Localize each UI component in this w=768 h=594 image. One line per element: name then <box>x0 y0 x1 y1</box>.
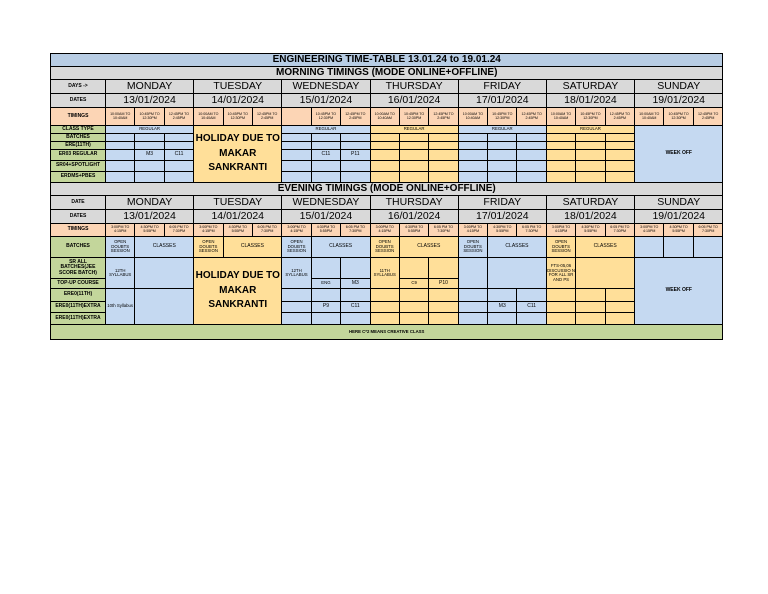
slot-cell <box>282 150 311 161</box>
slot-cell <box>458 134 487 142</box>
slot-cell <box>605 142 634 150</box>
time-slot: 3:00PM TO 4:15PM <box>546 224 575 237</box>
classes-cell: CLASSES <box>488 237 547 258</box>
slot-cell <box>399 161 428 172</box>
slot-cell <box>429 302 458 313</box>
subject-cell: M3 <box>341 279 370 289</box>
time-slot: 4:30PM TO 5:55PM <box>488 224 517 237</box>
batch-label: SR04+SPOTLIGHT <box>51 161 106 172</box>
time-slot: 4:30PM TO 5:55PM <box>135 224 164 237</box>
slot-cell <box>370 313 399 325</box>
slot-cell <box>517 161 546 172</box>
day-header: TUESDAY <box>194 80 282 94</box>
slot-cell <box>341 142 370 150</box>
days-label: DAYS -> <box>51 80 106 94</box>
date-header: 15/01/2024 <box>282 210 370 224</box>
slot-cell <box>546 161 575 172</box>
slot-cell <box>311 161 340 172</box>
slot-cell <box>429 134 458 142</box>
subject-cell: C11 <box>311 150 340 161</box>
slot-cell <box>399 302 428 313</box>
open-doubts-cell: OPEN DOUBTS SESSION <box>370 237 399 258</box>
open-doubts-cell: OPEN DOUBTS SESSION <box>458 237 487 258</box>
slot-cell <box>605 161 634 172</box>
slot-cell <box>546 313 575 325</box>
subject-cell: M3 <box>135 150 164 161</box>
slot-cell <box>576 150 605 161</box>
time-slot: 4:30PM TO 5:55PM <box>576 224 605 237</box>
batch-label: ERE0(11TH)EXTRA <box>51 313 106 325</box>
slot-cell <box>106 150 135 161</box>
timings-label: TIMINGS <box>51 224 106 237</box>
footer-note: HERE C*2 MEANS CREATIVE CLASS <box>51 325 723 340</box>
time-slot: 10:45PM TO 12:30PM <box>223 108 252 126</box>
morning-dates-row <box>51 94 723 108</box>
time-slot: 12:45PM TO 2:45PM <box>341 108 370 126</box>
time-slot: 12:45PM TO 2:45PM <box>429 108 458 126</box>
slot-cell <box>429 172 458 183</box>
classes-cell: CLASSES <box>223 237 282 258</box>
morning-days-row <box>51 80 723 94</box>
date-header: 17/01/2024 <box>458 94 546 108</box>
batch-label: SR ALL BATCHES(JEE SCORE BATCH) <box>51 258 106 279</box>
time-slot: 4:30PM TO 5:55PM <box>223 224 252 237</box>
slot-cell <box>429 161 458 172</box>
open-doubts-cell: OPEN DOUBTS SESSION <box>194 237 223 258</box>
date-header: 19/01/2024 <box>635 210 723 224</box>
timetable <box>50 53 723 340</box>
subject-cell: C11 <box>517 302 546 313</box>
batch-label: ERE0(11TH) <box>51 289 106 302</box>
morning-timings-row <box>51 108 723 126</box>
slot-cell <box>664 237 693 258</box>
time-slot: 3:00PM TO 4:15PM <box>194 224 223 237</box>
open-doubts-cell: OPEN DOUBTS SESSION <box>546 237 575 258</box>
slot-cell <box>546 289 575 302</box>
time-slot: 12:45PM TO 2:45PM <box>517 108 546 126</box>
time-slot: 3:00PM TO 4:15PM <box>370 224 399 237</box>
slot-cell <box>282 142 311 150</box>
subject-cell: P10 <box>429 279 458 289</box>
slot-cell <box>106 161 135 172</box>
evening-timings-row <box>51 224 723 237</box>
time-slot: 12:45PM TO 2:45PM <box>605 108 634 126</box>
slot-cell <box>576 134 605 142</box>
slot-cell <box>488 172 517 183</box>
slot-cell <box>458 142 487 150</box>
date-label: DATE <box>51 196 106 210</box>
time-slot: 10:00AM TO 10:40AM <box>194 108 223 126</box>
slot-cell <box>429 258 458 279</box>
slot-cell <box>311 313 340 325</box>
slot-cell <box>458 313 487 325</box>
class-type-regular: REGULAR <box>458 126 546 134</box>
day-header: SUNDAY <box>635 80 723 94</box>
slot-cell <box>282 172 311 183</box>
subject-cell: P9 <box>311 302 340 313</box>
day-header: FRIDAY <box>458 196 546 210</box>
slot-cell <box>106 142 135 150</box>
time-slot: 10:45PM TO 12:30PM <box>135 108 164 126</box>
slot-cell <box>341 313 370 325</box>
open-doubts-cell: OPEN DOUBTS SESSION <box>282 237 311 258</box>
evening-batch-row <box>51 258 723 279</box>
slot-cell <box>370 161 399 172</box>
evening-heading: EVENING TIMINGS (MODE ONLINE+OFFLINE) <box>51 183 723 196</box>
date-header: 14/01/2024 <box>194 210 282 224</box>
subject-cell: C9 <box>399 279 428 289</box>
evening-batches-row <box>51 237 723 258</box>
morning-batches-row <box>51 134 723 142</box>
classes-cell: CLASSES <box>399 237 458 258</box>
slot-cell <box>458 150 487 161</box>
slot-cell <box>135 289 194 325</box>
time-slot: 6:05 PM TO 7:30PM <box>693 224 723 237</box>
slot-cell <box>399 172 428 183</box>
evening-days-row <box>51 196 723 210</box>
slot-cell <box>576 161 605 172</box>
slot-cell <box>605 172 634 183</box>
slot-cell <box>135 161 164 172</box>
slot-cell <box>517 172 546 183</box>
morning-heading: MORNING TIMINGS (MODE ONLINE+OFFLINE) <box>51 67 723 80</box>
batch-label: ER03 REGULAR <box>51 150 106 161</box>
day-header: THURSDAY <box>370 80 458 94</box>
slot-cell <box>399 142 428 150</box>
time-slot: 6:05 PM TO 7:30PM <box>164 224 193 237</box>
slot-cell <box>399 134 428 142</box>
date-header: 19/01/2024 <box>635 94 723 108</box>
time-slot: 10:45PM TO 12:30PM <box>576 108 605 126</box>
slot-cell <box>164 134 193 142</box>
batch-label: TOP-UP COURSE <box>51 279 106 289</box>
slot-cell <box>370 150 399 161</box>
slot-cell <box>341 172 370 183</box>
slot-cell <box>135 258 194 289</box>
date-header: 13/01/2024 <box>106 210 194 224</box>
classes-cell: CLASSES <box>576 237 635 258</box>
slot-cell <box>311 134 340 142</box>
slot-cell <box>605 289 634 302</box>
slot-cell <box>370 142 399 150</box>
slot-cell <box>164 161 193 172</box>
slot-cell <box>370 289 399 302</box>
slot-cell <box>605 302 634 313</box>
slot-cell <box>399 150 428 161</box>
day-header: TUESDAY <box>194 196 282 210</box>
slot-cell <box>341 258 370 279</box>
time-slot: 12:45PM TO 2:45PM <box>252 108 281 126</box>
slot-cell <box>576 142 605 150</box>
slot-cell <box>635 237 664 258</box>
day-header: FRIDAY <box>458 80 546 94</box>
slot-cell <box>605 313 634 325</box>
slot-cell <box>282 313 311 325</box>
time-slot: 6:05 PM TO 7:30PM <box>429 224 458 237</box>
slot-cell <box>546 142 575 150</box>
day-header: SATURDAY <box>546 196 634 210</box>
open-doubts-cell: OPEN DOUBTS SESSION <box>106 237 135 258</box>
slot-cell <box>106 134 135 142</box>
time-slot: 6:05 PM TO 7:30PM <box>341 224 370 237</box>
slot-cell <box>458 161 487 172</box>
subject-cell: C11 <box>341 302 370 313</box>
slot-cell <box>458 289 487 302</box>
evening-week-off: WEEK OFF <box>635 258 723 325</box>
day-header: MONDAY <box>106 196 194 210</box>
date-header: 13/01/2024 <box>106 94 194 108</box>
syllabus-cell: 10th Syllabus <box>106 289 135 325</box>
time-slot: 10:45PM TO 12:30PM <box>488 108 517 126</box>
time-slot: 4:30PM TO 5:55PM <box>311 224 340 237</box>
time-slot: 10:45PM TO 12:30PM <box>664 108 693 126</box>
slot-cell <box>282 302 311 313</box>
morning-batch-row <box>51 150 723 161</box>
slot-cell <box>429 289 458 302</box>
timetable-title: ENGINEERING TIME-TABLE 13.01.24 to 19.01.24 <box>51 54 723 67</box>
batch-label: ERDMS+PBES <box>51 172 106 183</box>
batch-label: ERE0(11TH)EXTRA <box>51 302 106 313</box>
slot-cell <box>399 258 428 279</box>
slot-cell <box>341 289 370 302</box>
slot-cell <box>282 289 311 302</box>
date-header: 18/01/2024 <box>546 94 634 108</box>
morning-batch-row <box>51 161 723 172</box>
time-slot: 10:45PM TO 12:30PM <box>311 108 340 126</box>
time-slot: 6:05 PM TO 7:30PM <box>252 224 281 237</box>
batches-label: BATCHES <box>51 237 106 258</box>
time-slot: 6:05 PM TO 7:30PM <box>605 224 634 237</box>
slot-cell <box>370 172 399 183</box>
slot-cell <box>429 150 458 161</box>
slot-cell <box>399 289 428 302</box>
slot-cell <box>517 289 546 302</box>
slot-cell <box>488 142 517 150</box>
class-type-regular: REGULAR <box>370 126 458 134</box>
slot-cell <box>488 313 517 325</box>
time-slot: 10:00AM TO 10:40AM <box>546 108 575 126</box>
slot-cell <box>517 142 546 150</box>
time-slot: 3:00PM TO 4:15PM <box>106 224 135 237</box>
slot-cell <box>576 172 605 183</box>
day-header: MONDAY <box>106 80 194 94</box>
evening-dates-row <box>51 210 723 224</box>
slot-cell <box>458 302 487 313</box>
day-header: THURSDAY <box>370 196 458 210</box>
timings-label: TIMINGS <box>51 108 106 126</box>
morning-week-off: WEEK OFF <box>635 126 723 183</box>
slot-cell <box>488 289 517 302</box>
date-header: 16/01/2024 <box>370 210 458 224</box>
time-slot: 10:45PM TO 12:30PM <box>399 108 428 126</box>
batches-label: BATCHES <box>51 134 106 142</box>
time-slot: 10:00AM TO 10:40AM <box>106 108 135 126</box>
slot-cell <box>488 258 547 289</box>
slot-cell <box>164 172 193 183</box>
slot-cell <box>311 258 340 279</box>
slot-cell <box>546 302 575 313</box>
class-type-regular: REGULAR <box>106 126 194 134</box>
class-type-regular: REGULAR <box>546 126 634 134</box>
slot-cell <box>311 172 340 183</box>
morning-holiday-notice: HOLIDAY DUE TO MAKAR SANKRANTI <box>194 126 282 183</box>
slot-cell <box>370 302 399 313</box>
classes-cell: CLASSES <box>135 237 194 258</box>
time-slot: 12:45PM TO 2:45PM <box>693 108 723 126</box>
date-header: 15/01/2024 <box>282 94 370 108</box>
slot-cell <box>311 289 340 302</box>
time-slot: 10:00AM TO 10:40AM <box>458 108 487 126</box>
time-slot: 3:00PM TO 4:15PM <box>635 224 664 237</box>
slot-cell <box>546 172 575 183</box>
time-slot <box>282 108 311 126</box>
slot-cell <box>282 134 311 142</box>
class-type-regular: REGULAR <box>282 126 370 134</box>
slot-cell <box>576 258 635 289</box>
date-header: 16/01/2024 <box>370 94 458 108</box>
slot-cell <box>399 313 428 325</box>
subject-cell: M3 <box>488 302 517 313</box>
batch-label: ERE(11TH) <box>51 142 106 150</box>
date-header: 17/01/2024 <box>458 210 546 224</box>
time-slot: 3:00PM TO 4:15PM <box>282 224 311 237</box>
slot-cell <box>341 161 370 172</box>
time-slot: 10:00AM TO 10:40AM <box>370 108 399 126</box>
subject-cell: P11 <box>341 150 370 161</box>
slot-cell <box>370 134 399 142</box>
slot-cell <box>135 172 164 183</box>
saturday-note: FTS-05,06 DISCUSSIO N FOR ALL SR AND PS <box>546 258 575 289</box>
slot-cell <box>311 142 340 150</box>
classes-cell: CLASSES <box>311 237 370 258</box>
morning-batch-row <box>51 142 723 150</box>
slot-cell <box>164 142 193 150</box>
slot-cell <box>458 172 487 183</box>
slot-cell <box>458 258 487 289</box>
slot-cell <box>546 134 575 142</box>
timetable-sheet <box>50 53 719 340</box>
time-slot: 6:05 PM TO 7:30PM <box>517 224 546 237</box>
slot-cell <box>488 161 517 172</box>
slot-cell <box>488 150 517 161</box>
date-header: 18/01/2024 <box>546 210 634 224</box>
time-slot: 3:00PM TO 4:15PM <box>458 224 487 237</box>
slot-cell <box>517 134 546 142</box>
subject-cell: ENG <box>311 279 340 289</box>
slot-cell <box>517 150 546 161</box>
syllabus-cell: 12TH SYLLABUS <box>282 258 311 289</box>
evening-batch-row <box>51 289 723 302</box>
slot-cell <box>135 142 164 150</box>
slot-cell <box>282 161 311 172</box>
morning-class-type-row <box>51 126 723 134</box>
day-header: WEDNESDAY <box>282 80 370 94</box>
slot-cell <box>693 237 723 258</box>
slot-cell <box>106 172 135 183</box>
time-slot: 4:30PM TO 5:55PM <box>664 224 693 237</box>
class-type-label: CLASS TYPE <box>51 126 106 134</box>
slot-cell <box>605 150 634 161</box>
slot-cell <box>576 289 605 302</box>
syllabus-cell: 11TH SYLLABUS <box>370 258 399 289</box>
time-slot: 10:00AM TO 10:40AM <box>635 108 664 126</box>
time-slot: 4:30PM TO 5:55PM <box>399 224 428 237</box>
slot-cell <box>341 134 370 142</box>
slot-cell <box>576 302 605 313</box>
slot-cell <box>135 134 164 142</box>
dates-label: DATES <box>51 210 106 224</box>
date-header: 14/01/2024 <box>194 94 282 108</box>
slot-cell <box>429 313 458 325</box>
slot-cell <box>517 313 546 325</box>
slot-cell <box>488 134 517 142</box>
slot-cell <box>546 150 575 161</box>
morning-batch-row <box>51 172 723 183</box>
day-header: WEDNESDAY <box>282 196 370 210</box>
slot-cell <box>605 134 634 142</box>
subject-cell: C11 <box>164 150 193 161</box>
evening-holiday-notice: HOLIDAY DUE TO MAKAR SANKRANTI <box>194 258 282 325</box>
slot-cell <box>429 142 458 150</box>
syllabus-cell: 12TH SYLLABUS <box>106 258 135 289</box>
dates-label: DATES <box>51 94 106 108</box>
time-slot: 12:45PM TO 2:45PM <box>164 108 193 126</box>
slot-cell <box>576 313 605 325</box>
day-header: SATURDAY <box>546 80 634 94</box>
day-header: SUNDAY <box>635 196 723 210</box>
